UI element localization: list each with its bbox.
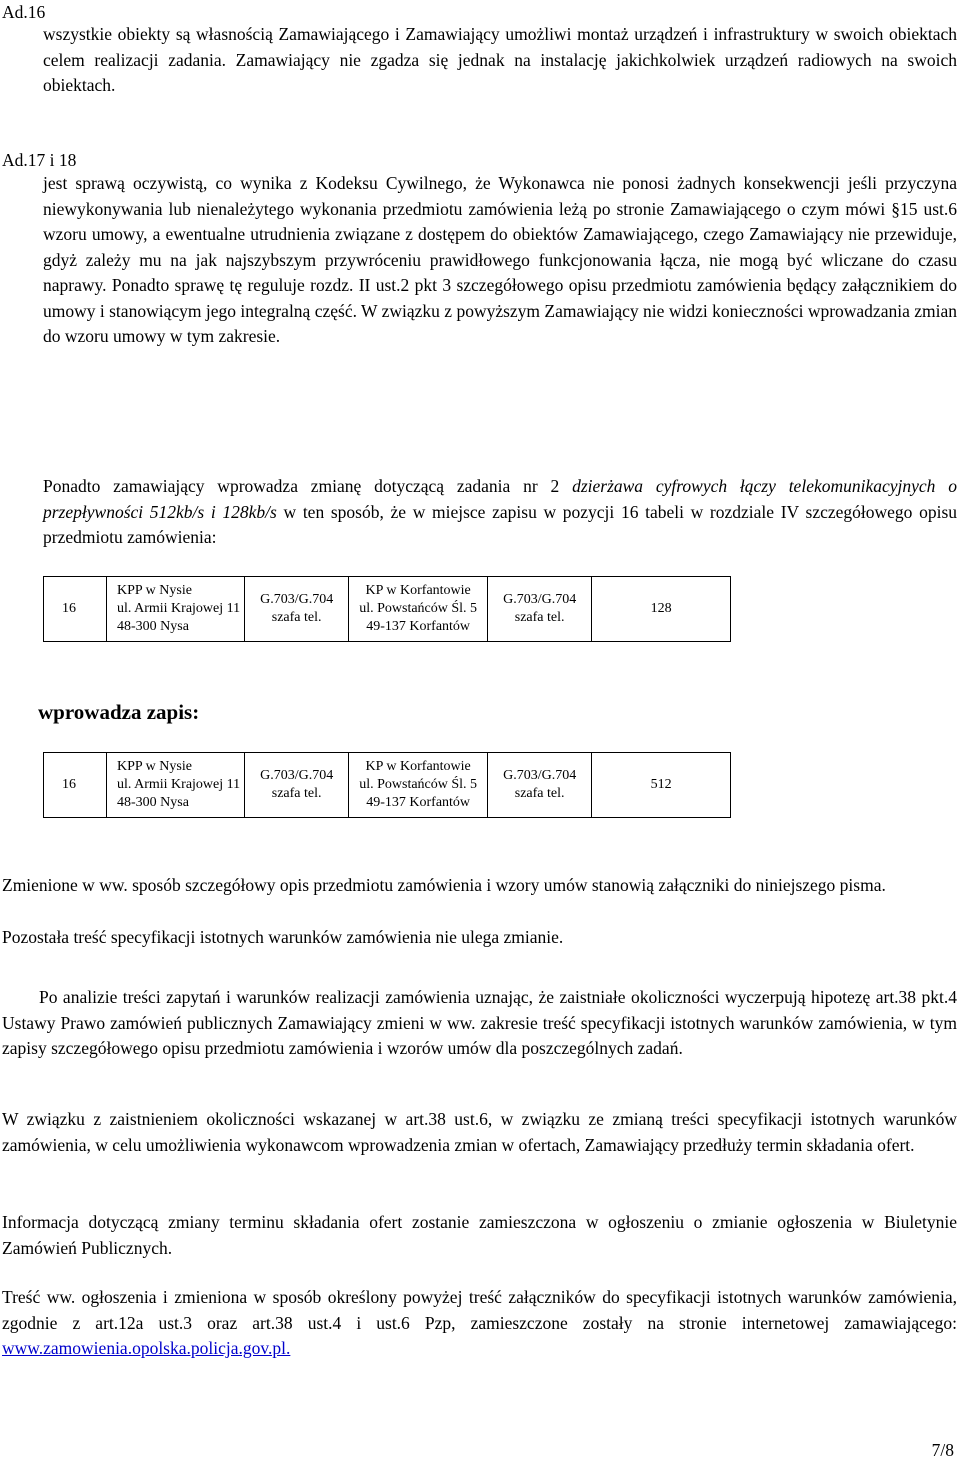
cell-line: 48-300 Nysa: [117, 795, 189, 810]
table-row: [44, 577, 731, 642]
new-entry-table: [43, 752, 731, 818]
cell-line: G.703/G.704: [503, 592, 577, 607]
task-name-italic: dzierżawa cyfrowych łączy telekomunikacyjnych o przepływności 512kb/s i 128kb/s: [43, 476, 957, 522]
cell-line: szafa tel.: [514, 786, 565, 801]
ad17-18-paragraph: jest sprawą oczywistą, co wynika z Kodeksu Cywilnego, że Wykonawca nie ponosi żadnych konsekwencji jeśli przyczyna niewykonywania lub nienależytego wykonania przedmiotu zamówienia leżą po stronie Zamawiającego o czym mówi §15 ust.6 wzoru umowy, a ewentualne utrudnienia związane z dostępem do obiektów Zamawiającego, czego Zamawiający nie przewiduje, gdyż zależy mu na jak najszybszym przywróceniu prawidłowego funkcjonowania łącza, nie mogą być wliczane do czasu naprawy. Ponadto sprawę tę reguluje rozdz. II ust.2 pkt 3 szczegółowego opisu przedmiotu zamówienia będący załącznikiem do umowy i stanowiącym jego integralną część. W związku z powyższym Zamawiający nie widzi konieczności wprowadzania zmian do wzoru umowy w tym zakresie.: [43, 173, 957, 346]
old-entry-table: [43, 576, 731, 642]
unchanged-remainder-note: Pozostała treść specyfikacji istotnych warunków zamówienia nie ulega zmianie.: [2, 927, 564, 947]
cell-line: KPP w Nysie: [117, 759, 192, 774]
cell-line: ul. Powstańców Śl. 5: [359, 777, 478, 792]
cell-location-a: [107, 577, 245, 642]
changed-attachments-note: Zmienione w ww. sposób szczegółowy opis przedmiotu zamówienia i wzory umów stanowią załączniki do niniejszego pisma.: [2, 875, 886, 895]
cell-line: szafa tel.: [514, 610, 565, 625]
page-number: 7/8: [931, 1440, 954, 1460]
cell-interface-a: [245, 577, 349, 642]
change-intro-paragraph: [43, 474, 957, 551]
cell-line: KP w Korfantowie: [365, 583, 471, 598]
cell-line: G.703/G.704: [260, 592, 334, 607]
cell-line: ul. Powstańców Śl. 5: [359, 601, 478, 616]
cell-line: 49-137 Korfantów: [366, 795, 471, 810]
cell-interface-b: [488, 577, 592, 642]
publication-text: Treść ww. ogłoszenia i zmieniona w sposób określony powyżej treść załączników do specyfikacji istotnych warunków zamówienia, zgodnie z art.12a ust.3 oraz art.38 ust.4 i ust.6 Pzp, zamieszczone zostały na stronie internetowej zamawiającego:: [2, 1287, 957, 1333]
cell-interface-b: [488, 753, 592, 818]
change-intro-text-end: w ten sposób, że w miejsce zapisu w pozycji 16 tabeli w rozdziale IV szczegółowego opisu przedmiotu zamówienia:: [43, 501, 957, 547]
cell-line: KP w Korfantowie: [365, 759, 471, 774]
cell-position: 16: [44, 753, 107, 818]
cell-line: ul. Armii Krajowej 11: [117, 777, 241, 792]
deadline-information-paragraph: Informacja dotyczącą zmiany terminu składania ofert zostanie zamieszczona w ogłoszeniu o zmianie ogłoszenia w Biuletynie Zamówień Publicznych.: [2, 1212, 957, 1258]
cell-line: 48-300 Nysa: [117, 619, 189, 634]
cell-location-a: [107, 753, 245, 818]
cell-position: 16: [44, 577, 107, 642]
cell-location-b: [349, 577, 488, 642]
deadline-extension-paragraph: W związku z zaistnieniem okoliczności wskazanej w art.38 ust.6, w związku ze zmianą treści specyfikacji istotnych warunków zamówienia, w celu umożliwienia wykonawcom wprowadzenia zmian w ofertach, Zamawiający przedłuży termin składania ofert.: [2, 1109, 957, 1155]
cell-location-b: [349, 753, 488, 818]
website-link[interactable]: www.zamowienia.opolska.policja.gov.pl.: [2, 1338, 291, 1358]
cell-line: 49-137 Korfantów: [366, 619, 471, 634]
cell-line: G.703/G.704: [503, 768, 577, 783]
cell-interface-a: [245, 753, 349, 818]
ad16-paragraph: wszystkie obiekty są własnością Zamawiającego i Zamawiający umożliwi montaż urządzeń i infrastruktury w swoich obiektach celem realizacji zadania. Zamawiający nie zgadza się jednak na instalację jakichkolwiek urządzeń radiowych na swoich obiektach.: [43, 24, 957, 95]
section-heading-ad17-18: Ad.17 i 18: [2, 150, 77, 170]
subheading-new-entry: wprowadza zapis:: [38, 700, 200, 724]
analysis-paragraph: Po analizie treści zapytań i warunków realizacji zamówienia uznając, że zaistniałe okoliczności wyczerpują hipotezę art.38 pkt.4 Ustawy Prawo zamówień publicznych Zamawiający zmieni w ww. zakresie treść specyfikacji istotnych warunków zamówienia, w tym zapisy szczegółowego opisu przedmiotu zamówienia i wzorów umów dla poszczególnych zadań.: [2, 987, 957, 1058]
cell-line: KPP w Nysie: [117, 583, 192, 598]
cell-bandwidth: 512: [592, 753, 731, 818]
cell-line: szafa tel.: [271, 786, 322, 801]
cell-bandwidth: 128: [592, 577, 731, 642]
change-intro-text: Ponadto zamawiający wprowadza zmianę dotyczącą zadania nr 2: [43, 476, 573, 496]
cell-line: szafa tel.: [271, 610, 322, 625]
cell-line: G.703/G.704: [260, 768, 334, 783]
cell-line: ul. Armii Krajowej 11: [117, 601, 241, 616]
table-row: [44, 753, 731, 818]
publication-paragraph: [2, 1285, 957, 1362]
section-heading-ad16: Ad.16: [2, 2, 46, 22]
